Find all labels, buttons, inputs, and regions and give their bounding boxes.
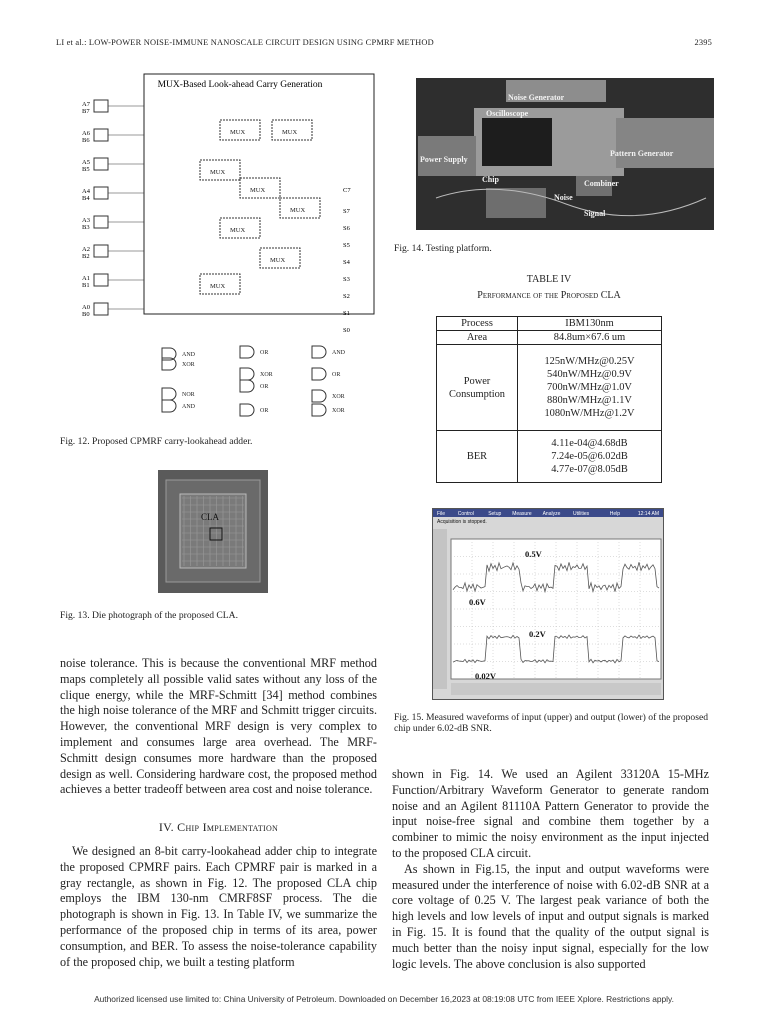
mux-label: MUX [250, 187, 266, 194]
sum-label: S4 [343, 259, 350, 266]
fig12-caption: Fig. 12. Proposed CPMRF carry-lookahead adder. [60, 436, 253, 447]
gate-label: XOR [332, 408, 345, 414]
gate-symbol [240, 380, 254, 392]
input-label: B3 [82, 224, 90, 231]
gate-box [94, 100, 108, 112]
input-label: A4 [82, 188, 90, 195]
scope-menu-item: Measure [512, 511, 532, 517]
waveform-annotation: 0.2V [529, 629, 546, 639]
paragraph: We designed an 8-bit carry-lookahead adder chip to integrate the proposed CPMRF pairs. Each CPMRF pair is marked in a gray rectangle, as shown in Fig. 12. The proposed CLA chip employs the IBM 130-nm CMRF8SF process. The die photograph is shown in Fig. 13. In Table IV, we summarize the performance of the proposed chip in terms of its area, power consumption, and BER. To assess the noise-tolerance capability of the proposed chip, we built a testing platform [60, 843, 377, 969]
sum-label: S2 [343, 293, 350, 300]
power-label: Power Consumption [448, 375, 505, 400]
gate-box [94, 187, 108, 199]
gate-label: OR [260, 408, 269, 414]
power-value: 880nW/MHz@1.1V [547, 395, 632, 406]
chip-cla-label: CLA [201, 512, 219, 522]
row-value: 84.8um×67.6 um [518, 331, 662, 345]
gate-symbol [162, 388, 176, 400]
gate-label: XOR [260, 372, 273, 378]
mux-label: MUX [210, 283, 226, 290]
mux-label: MUX [230, 227, 246, 234]
scope-menu-item: Control [457, 511, 474, 517]
license-footer: Authorized licensed use limited to: China University of Petroleum. Downloaded on December 16,2023 at 08:19:08 UTC from IEEE Xplore. Restrictions apply. [94, 994, 674, 1004]
running-title: LI et al.: LOW-POWER NOISE-IMMUNE NANOSCALE CIRCUIT DESIGN USING CPMRF METHOD [56, 38, 434, 47]
gate-symbol [312, 346, 326, 358]
sum-label: S5 [343, 242, 350, 249]
row-value [518, 431, 662, 483]
mux-label: MUX [282, 129, 298, 136]
mux-label: MUX [290, 207, 306, 214]
row-value: IBM130nm [518, 317, 662, 331]
sum-label: S1 [343, 310, 350, 317]
power-value: 1080nW/MHz@1.2V [544, 408, 635, 419]
platform-label: Signal [584, 209, 606, 218]
input-label: A1 [82, 275, 90, 282]
gate-label: XOR [182, 362, 195, 368]
die-graphic [158, 470, 268, 593]
carry-out-label: C7 [343, 187, 351, 194]
row-label [437, 345, 518, 431]
input-label: A5 [82, 159, 90, 166]
gate-box [94, 274, 108, 286]
sum-label: S0 [343, 327, 350, 334]
gate-label: OR [260, 384, 269, 390]
input-label: A6 [82, 130, 90, 137]
platform-label: Pattern Generator [610, 149, 674, 158]
row-label: Area [437, 331, 518, 345]
row-label: Process [437, 317, 518, 331]
fig13-die-photo [158, 470, 268, 593]
sum-label: S3 [343, 276, 350, 283]
page-number: 2395 [694, 38, 712, 47]
power-value: 700nW/MHz@1.0V [547, 382, 632, 393]
scope-menu-item: File [437, 511, 446, 517]
fig15-oscilloscope [432, 508, 664, 700]
input-label: A2 [82, 246, 90, 253]
ber-value: 4.77e-07@8.05dB [551, 464, 628, 475]
platform-label: Noise [554, 193, 573, 202]
gate-label: OR [332, 372, 341, 378]
gate-symbol [240, 368, 254, 380]
gate-symbol [312, 404, 326, 416]
platform-label: Oscilloscope [486, 109, 529, 118]
row-value [518, 345, 662, 431]
section-heading: IV. Chip Implementation [158, 820, 279, 835]
platform-label: Chip [482, 175, 499, 184]
running-header [56, 38, 712, 52]
row-label: BER [437, 431, 518, 483]
fig12-title: MUX-Based Look-ahead Carry Generation [157, 80, 323, 90]
power-value: 540nW/MHz@0.9V [547, 369, 632, 380]
gate-label: XOR [332, 394, 345, 400]
table-row [437, 345, 662, 431]
gate-symbol [240, 346, 254, 358]
gate-label: AND [182, 404, 195, 410]
gate-box [94, 129, 108, 141]
performance-table [436, 316, 662, 483]
paragraph: As shown in Fig.15, the input and output waveforms were measured under the interference of noise with 6.02-dB SNR at a core voltage of 0.25 V. The largest peak variance of both the high levels and low levels of input and output signals is marked in Fig. 15. It is found that the quality of the output signal is much better than the noisy input signal, especially for the low logic levels. The above conclusion is also supported [392, 861, 709, 971]
paragraph: shown in Fig. 14. We used an Agilent 33120A 15-MHz Function/Arbitrary Waveform Generator to generate random noise and an Agilent 81110A Pattern Generator to provide the input noise-free signal and combine them together by a combiner to mimic the noisy environment as the input injected to the proposed CLA circuit. [392, 767, 709, 860]
gate-box [94, 216, 108, 228]
input-label: B1 [82, 282, 90, 289]
paragraph: noise tolerance. This is because the conventional MRF method maps completely all possible valid sates without any loss of the clique energy, while the MRF-Schmitt [34] method combines the high noise tolerance of the MRF and Schmitt trigger circuits. However, the conventional MRF design is very complex to implement and consumes large area overhead. The MRF-Schmitt design consumes more hardware than the proposed design as well. Considering hardware cost, the proposed method achieves a better tradeoff between area cost and noise tolerance. [60, 656, 377, 797]
table4-subtitle: Performance of the Proposed CLA [477, 290, 621, 301]
table4-title: TABLE IV [526, 274, 572, 285]
table-row [437, 431, 662, 483]
fig13-caption: Fig. 13. Die photograph of the proposed CLA. [60, 610, 238, 621]
scope-time: 12:14 AM [637, 511, 659, 517]
right-column [392, 767, 709, 972]
fig12-schematic [80, 68, 380, 426]
waveform-annotation: 0.5V [525, 549, 542, 559]
scope-menu-item: Help [609, 511, 621, 517]
ber-value: 4.11e-04@4.68dB [551, 438, 628, 449]
platform-label: Noise Generator [508, 93, 565, 102]
input-label: A7 [82, 101, 90, 108]
gate-label: NOR [182, 392, 195, 398]
power-value: 125nW/MHz@0.25V [544, 356, 635, 367]
platform-label: Combiner [584, 179, 619, 188]
gate-label: AND [182, 352, 195, 358]
scope-status: Acquisition is stopped. [437, 519, 487, 525]
input-label: B4 [82, 195, 90, 202]
input-label: B7 [82, 108, 90, 115]
gate-box [94, 158, 108, 170]
mux-label: MUX [230, 129, 246, 136]
fig12-gate-legend [162, 346, 346, 416]
input-label: B5 [82, 166, 90, 173]
fig12-sum-outputs [343, 187, 351, 334]
input-label: B2 [82, 253, 90, 260]
fig14-caption: Fig. 14. Testing platform. [394, 243, 492, 254]
gate-symbol [312, 390, 326, 402]
gate-box [94, 245, 108, 257]
gate-label: OR [260, 350, 269, 356]
scope-menu-item: Setup [488, 511, 502, 517]
mux-label: MUX [210, 169, 226, 176]
sum-label: S6 [343, 225, 350, 232]
table-row [437, 331, 662, 345]
fig12-mux-blocks [200, 120, 320, 294]
waveform-annotation: 0.6V [469, 597, 486, 607]
gate-symbol [312, 368, 326, 380]
gate-symbol [240, 404, 254, 416]
scope-menu-item: Utilities [573, 511, 590, 517]
fig12-inputs [82, 100, 144, 318]
scope-menu-item: Analyze [542, 511, 561, 517]
left-column [60, 656, 377, 970]
input-label: B6 [82, 137, 90, 144]
table4 [436, 316, 662, 483]
platform-label: Power Supply [420, 155, 468, 164]
scope-screen [433, 509, 663, 699]
gate-symbol [162, 400, 176, 412]
fig14-testing-platform [416, 78, 714, 230]
gate-label: AND [332, 350, 345, 356]
fig15-caption: Fig. 15. Measured waveforms of input (upper) and output (lower) of the proposed chip under 6.02-dB SNR. [394, 712, 708, 734]
table-row [437, 317, 662, 331]
input-label: A0 [82, 304, 90, 311]
ber-value: 7.24e-05@6.02dB [551, 451, 628, 462]
fig12-circuit [80, 68, 380, 426]
sum-label: S7 [343, 208, 350, 215]
gate-box [94, 303, 108, 315]
input-label: A3 [82, 217, 90, 224]
mux-label: MUX [270, 257, 286, 264]
platform-photo [416, 78, 714, 230]
input-label: B0 [82, 311, 90, 318]
waveform-annotation: 0.02V [475, 671, 497, 681]
